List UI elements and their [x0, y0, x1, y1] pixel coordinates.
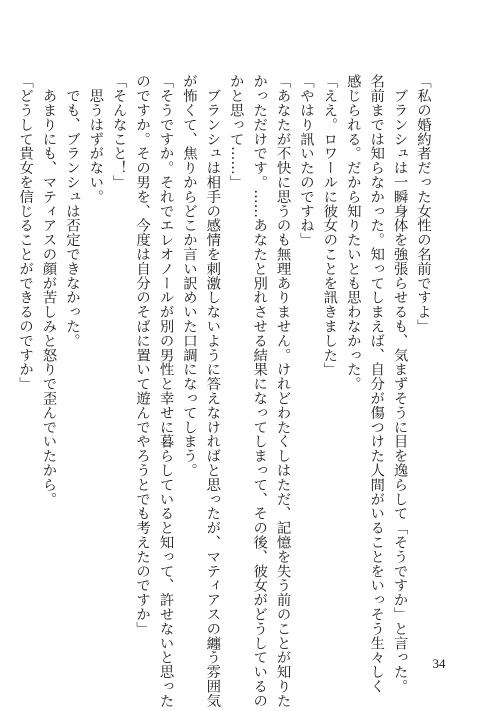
text-line: 「どうして貴女を信じることができるのですか」	[17, 74, 34, 391]
page-number: 34	[432, 656, 446, 671]
text-line: 「ええ。ロワールに彼女のことを訊きました」	[321, 74, 338, 377]
body-text	[13, 74, 434, 708]
text-line: のですか。その男を、今度は自分のそばに置いて遊んでやろうとでも考えたのですか」	[134, 74, 151, 636]
text-line: 「やはり訊いたのですね」	[297, 74, 314, 247]
text-line: 「私の婚約者だった女性の名前ですよ」	[415, 74, 431, 334]
text-line: 思うはずがない。	[87, 74, 104, 204]
text-line: でも、ブランシュは否定できなかった。	[63, 74, 80, 348]
text-line: あまりにも、マティアスの顔が苦しみと怒りで歪んでいたから。	[40, 74, 57, 506]
text-line: 名前までは知らなかった。知ってしまえば、自分が傷つけた人間がいることをいっそう生々しく	[368, 74, 385, 694]
text-line: が怖くて、焦りからどこか言い訳めいた口調になってしまう。	[180, 74, 197, 478]
text-line: ブランシュは一瞬身体を強張らせるも、気まずそうに目を逸らして「そうですか」と言った。	[391, 74, 408, 694]
text-line: かと思って……」	[227, 74, 244, 190]
text-line: ブランシュは相手の感情を刺激しないように答えなければと思ったが、マティアスの纏う雰囲気	[204, 74, 221, 708]
text-line: 「そんなこと！」	[110, 74, 127, 190]
text-line: 「あなたが不快に思うのも無理ありません。けれどわたくしはただ、記憶を失う前のことが知りた	[274, 74, 291, 708]
text-line: 「そうですか。それでエレオノールが別の男性と幸せに暮らしていると知って、許せないと思った	[157, 74, 174, 708]
text-line: かっただけです。……あなたと別れさせる結果になってしまって、その後、彼女がどうしているの	[251, 74, 268, 708]
text-line: 感じられる。だから知りたいとも思わなかった。	[344, 74, 361, 391]
